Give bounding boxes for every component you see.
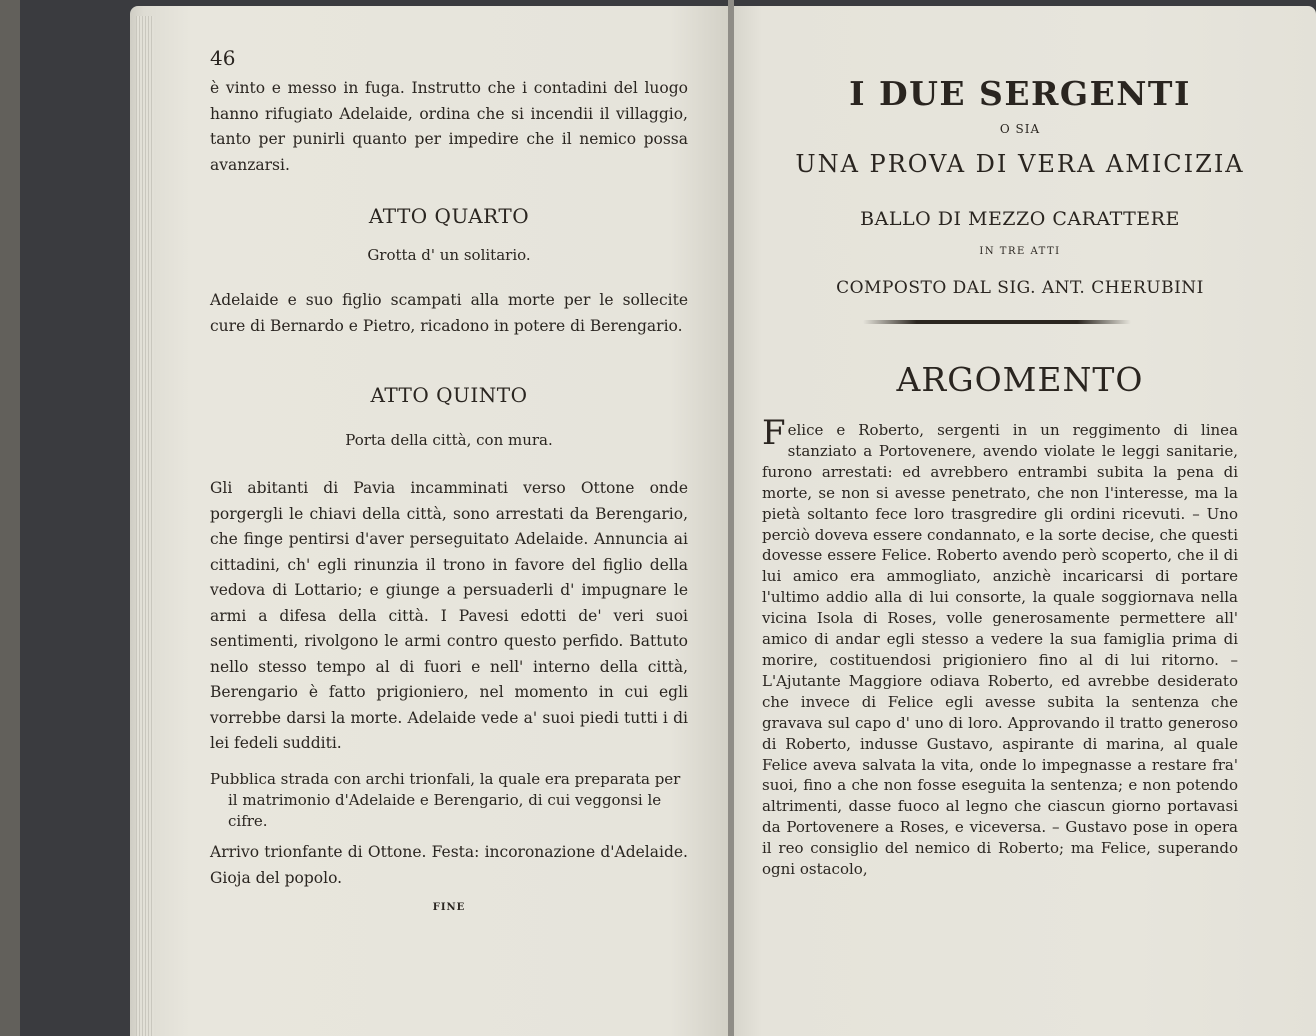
argument-paragraph — [762, 413, 1238, 880]
ballet-subtitle: UNA PROVA DI VERA AMICIZIA — [795, 150, 1245, 178]
drop-cap: F — [762, 413, 786, 453]
act-four-scene: Grotta d' un solitario. — [367, 246, 531, 264]
act-five-scene: Porta della città, con mura. — [345, 431, 553, 449]
ballet-acts: IN TRE ATTI — [979, 246, 1061, 257]
book-gutter — [728, 0, 734, 1036]
page-number: 46 — [210, 46, 236, 70]
ballet-genre: BALLO DI MEZZO CARATTERE — [860, 208, 1180, 230]
ornamental-rule — [863, 320, 1131, 324]
scene-change: Pubblica strada con archi trionfali, la quale era preparata per il matrimonio d'Adelaide e Berengario, di cui veggonsi le cifre. — [210, 770, 681, 830]
ballet-author: COMPOSTO DAL SIG. ANT. CHERUBINI — [836, 278, 1204, 298]
act-five-paragraph: Gli abitanti di Pavia incamminati verso Ottone onde porgergli le chiavi della città, sono arrestati da Berengario, che finge pentirsi d'aver perseguitato Adelaide. Annuncia ai cittadini, ch' egli rinunzia il trono in favore del figlio della vedova di Lottario; e giunge a persuaderli d' impugnare le armi a difesa della città. I Pavesi edotti de' veri suoi sentimenti, rivolgono le armi contro questo perfido. Battuto nello stesso tempo al di fuori e nell' interno della città, Berengario è fatto prigioniero, nel momento in cui egli vorrebbe darsi la morte. Adelaide vede a' suoi piedi tutti i di lei fedeli sudditi. — [210, 479, 688, 752]
act-five-heading: ATTO QUINTO — [370, 383, 528, 407]
argument-text: elice e Roberto, sergenti in un reggimento di linea stanziato a Portovenere, avendo violate le leggi sanitarie, furono arrestati: ed avrebbero entrambi subita la pena di morte, se non si avesse penetrato, che non l'interesse, ma la pietà soltanto fece loro trasgredire gli ordini ricevuti. – Uno perciò doveva essere condannato, e la sorte decise, che questi dovesse essere Felice. Roberto avendo però scoperto, che il di lui amico era ammogliato, anzichè incaricarsi di portare l'ultimo addio alla di lui consorte, la quale soggiornava nella vicina Isola di Roses, volle generosamente permettere all' amico di andar egli stesso a vedere la sua famiglia prima di morire, costituendosi prigioniero fino al di lui ritorno. – L'Ajutante Maggiore odiava Roberto, ed avrebbe desiderato che invece di Felice egli avesse subita la sentenza che gravava sul capo d' uno di loro. Approvando il tratto generoso di Roberto, indusse Gustavo, aspirante di marina, al quale Felice aveva salvata la vita, onde lo impegnasse a restare fra' suoi, fino a che non fosse eseguita la sentenza; e non potendo altrimenti, dasse fuoco al legno che ciascun giorno portavasi da Portovenere a Roses, e viceversa. – Gustavo pose in opera il reo consiglio del nemico di Roberto; ma Felice, superando ogni ostacolo, — [762, 421, 1238, 879]
final-paragraph: Arrivo trionfante di Ottone. Festa: incoronazione d'Adelaide. Gioja del popolo. — [210, 843, 688, 887]
section-heading: ARGOMENTO — [896, 360, 1144, 399]
title-connector: O SIA — [999, 122, 1041, 136]
intro-paragraph: è vinto e messo in fuga. Instrutto che i contadini del luogo hanno rifugiato Adelaide, ordina che si incendii il villaggio, tanto per punirli quanto per impedire che il nemico possa avanzarsi. — [210, 79, 688, 174]
background-edge — [0, 0, 20, 1036]
end-mark: FINE — [432, 902, 466, 913]
act-four-heading: ATTO QUARTO — [368, 204, 530, 228]
ballet-title: I DUE SERGENTI — [849, 74, 1191, 113]
act-four-paragraph: Adelaide e suo figlio scampati alla morte per le sollecite cure di Bernardo e Pietro, ricadono in potere di Berengario. — [210, 291, 688, 335]
